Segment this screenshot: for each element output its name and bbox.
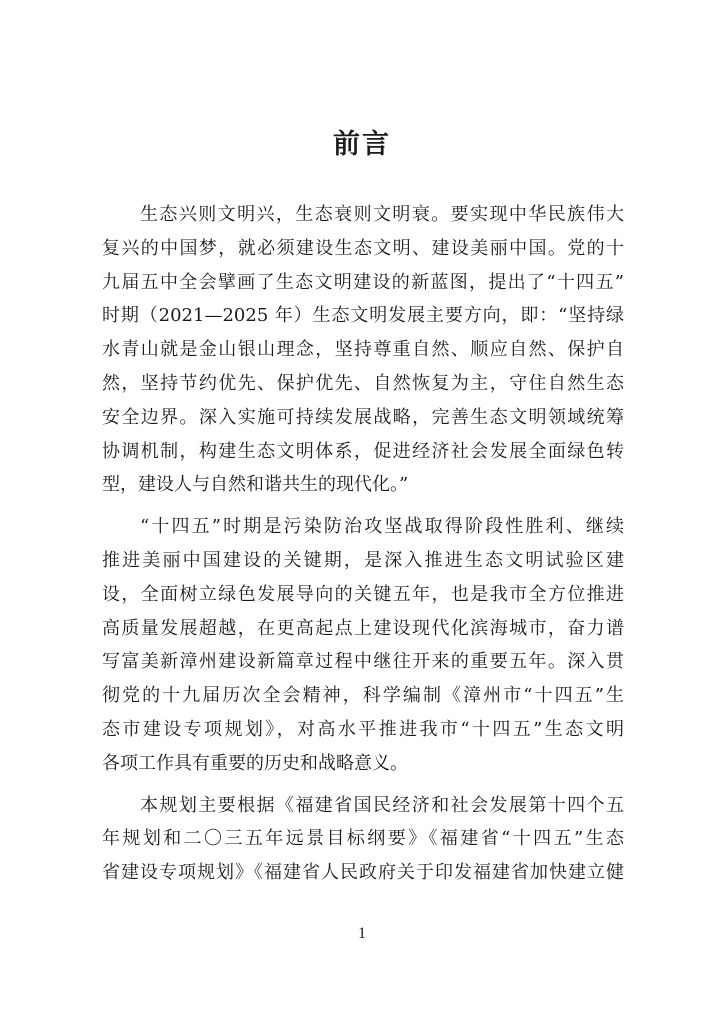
text-line: 时期（2021—2025 年）生态文明发展主要方向，即：“坚持绿 bbox=[102, 305, 624, 327]
text-line: 本规划主要根据《福建省国民经济和社会发展第十四个五 bbox=[140, 794, 624, 816]
paragraph bbox=[102, 789, 624, 890]
text-line: 型，建设人与自然和谐共生的现代化。” bbox=[102, 474, 409, 496]
text-line: 推进美丽中国建设的关键期，是深入推进生态文明试验区建 bbox=[102, 549, 624, 571]
page-number: 1 bbox=[358, 925, 366, 942]
text-line: 水青山就是金山银山理念，坚持尊重自然、顺应自然、保护自 bbox=[102, 339, 624, 361]
text-line: 年规划和二〇三五年远景目标纲要》《福建省“十四五”生态 bbox=[102, 828, 624, 850]
text-line: 然，坚持节约优先、保护优先、自然恢复为主，守住自然生态 bbox=[102, 372, 624, 394]
paragraph bbox=[102, 510, 624, 780]
text-line: 各项工作具有重要的历史和战略意义。 bbox=[102, 752, 408, 774]
text-line: 态市建设专项规划》，对高水平推进我市“十四五”生态文明 bbox=[102, 718, 624, 740]
text-line: 生态兴则文明兴，生态衰则文明衰。要实现中华民族伟大 bbox=[140, 204, 624, 225]
document-body bbox=[102, 198, 624, 898]
page-title: 前言 bbox=[333, 129, 391, 160]
text-line: 复兴的中国梦，就必须建设生态文明、建设美丽中国。党的十 bbox=[102, 237, 624, 259]
text-line: 设，全面树立绿色发展导向的关键五年，也是我市全方位推进 bbox=[102, 583, 624, 605]
text-line: 写富美新漳州建设新篇章过程中继往开来的重要五年。深入贯 bbox=[102, 651, 624, 673]
text-line: 九届五中全会擘画了生态文明建设的新蓝图，提出了“十四五” bbox=[102, 271, 624, 293]
text-line: 高质量发展超越，在更高起点上建设现代化滨海城市，奋力谱 bbox=[102, 617, 624, 639]
paragraph bbox=[102, 198, 624, 502]
text-line: 协调机制，构建生态文明体系，促进经济社会发展全面绿色转 bbox=[102, 440, 624, 462]
text-line: 安全边界。深入实施可持续发展战略，完善生态文明领域统筹 bbox=[102, 406, 624, 428]
text-line: 省建设专项规划》《福建省人民政府关于印发福建省加快建立健 bbox=[102, 862, 624, 884]
text-line: “十四五”时期是污染防治攻坚战取得阶段性胜利、继续 bbox=[140, 516, 624, 538]
text-line: 彻党的十九届历次全会精神，科学编制《漳州市“十四五”生 bbox=[102, 685, 624, 707]
